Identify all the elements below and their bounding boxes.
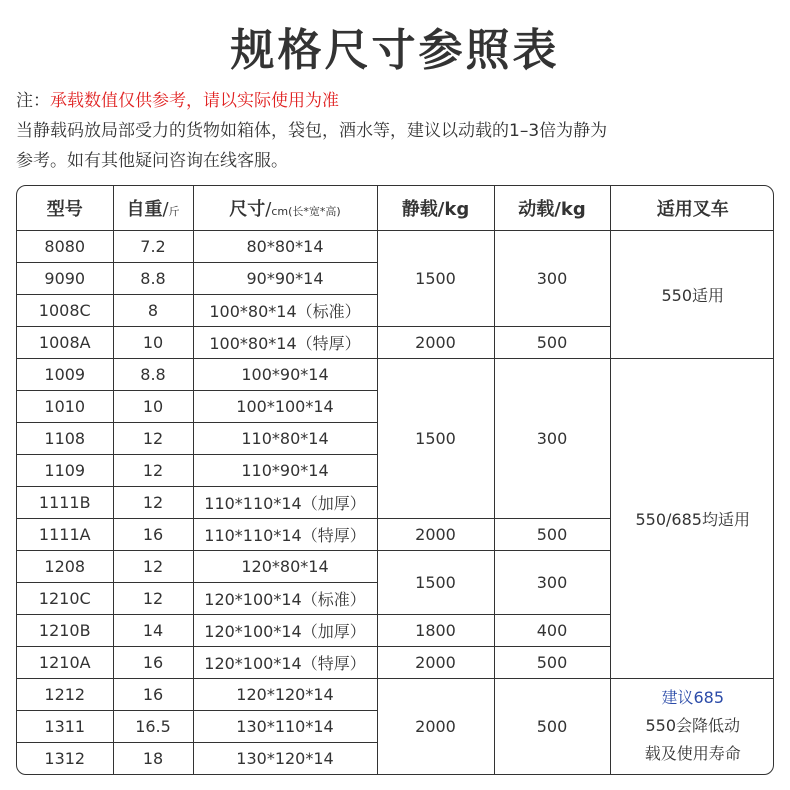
cell-model: 1008C	[17, 294, 113, 326]
cell-model: 1208	[17, 550, 113, 582]
cell-forklift: 550/685均适用	[610, 358, 774, 678]
page-title: 规格尺寸参照表	[230, 25, 560, 76]
cell-model: 1210C	[17, 582, 113, 614]
cell-weight: 12	[113, 422, 193, 454]
cell-size: 80*80*14	[193, 230, 377, 262]
cell-dynamic-load: 300	[494, 358, 610, 518]
cell-size: 120*100*14（特厚）	[193, 646, 377, 678]
cell-model: 1312	[17, 742, 113, 774]
spec-table-frame	[16, 185, 774, 775]
note-block	[16, 86, 776, 176]
cell-weight: 16	[113, 646, 193, 678]
table-row	[17, 358, 774, 390]
header-forklift: 适用叉车	[610, 186, 774, 230]
cell-size: 100*80*14（标准）	[193, 294, 377, 326]
table-header-row	[17, 186, 774, 230]
cell-weight: 12	[113, 550, 193, 582]
cell-size: 120*80*14	[193, 550, 377, 582]
cell-static-load: 2000	[377, 518, 494, 550]
cell-model: 1210A	[17, 646, 113, 678]
note-line-1	[16, 86, 776, 116]
cell-static-load: 2000	[377, 646, 494, 678]
cell-model: 8080	[17, 230, 113, 262]
cell-size: 110*110*14（特厚）	[193, 518, 377, 550]
cell-model: 1108	[17, 422, 113, 454]
advice-line-3: 载及使用寿命	[644, 744, 741, 764]
header-dynamic-load: 动载/kg	[494, 186, 610, 230]
cell-weight: 8	[113, 294, 193, 326]
cell-size: 100*100*14	[193, 390, 377, 422]
cell-static-load: 1500	[377, 358, 494, 518]
header-static-load: 静载/kg	[377, 186, 494, 230]
cell-model: 1009	[17, 358, 113, 390]
cell-size: 130*110*14	[193, 710, 377, 742]
cell-size: 90*90*14	[193, 262, 377, 294]
cell-size: 100*80*14（特厚）	[193, 326, 377, 358]
cell-weight: 10	[113, 326, 193, 358]
cell-weight: 7.2	[113, 230, 193, 262]
cell-size: 110*110*14（加厚）	[193, 486, 377, 518]
cell-dynamic-load: 300	[494, 550, 610, 614]
note-warning: 承载数值仅供参考，请以实际使用为准	[50, 91, 339, 111]
cell-static-load: 2000	[377, 326, 494, 358]
cell-weight: 16.5	[113, 710, 193, 742]
cell-model: 1210B	[17, 614, 113, 646]
header-model: 型号	[17, 186, 113, 230]
cell-model: 1111B	[17, 486, 113, 518]
cell-weight: 8.8	[113, 262, 193, 294]
cell-model: 9090	[17, 262, 113, 294]
cell-dynamic-load: 400	[494, 614, 610, 646]
cell-weight: 10	[113, 390, 193, 422]
table-row	[17, 678, 774, 710]
table-row	[17, 230, 774, 262]
cell-model: 1010	[17, 390, 113, 422]
cell-weight: 16	[113, 518, 193, 550]
cell-forklift-advice	[610, 678, 774, 774]
cell-size: 110*80*14	[193, 422, 377, 454]
advice-line-2: 550会降低动	[645, 716, 741, 736]
cell-weight: 12	[113, 454, 193, 486]
cell-forklift: 550适用	[610, 230, 774, 358]
cell-weight: 18	[113, 742, 193, 774]
cell-dynamic-load: 500	[494, 678, 610, 774]
cell-weight: 16	[113, 678, 193, 710]
cell-static-load: 1800	[377, 614, 494, 646]
note-prefix: 注：	[16, 91, 50, 111]
cell-dynamic-load: 500	[494, 646, 610, 678]
cell-model: 1008A	[17, 326, 113, 358]
spec-table	[17, 186, 774, 774]
cell-weight: 12	[113, 582, 193, 614]
cell-static-load: 1500	[377, 550, 494, 614]
cell-dynamic-load: 300	[494, 230, 610, 326]
cell-size: 110*90*14	[193, 454, 377, 486]
cell-static-load: 2000	[377, 678, 494, 774]
cell-model: 1311	[17, 710, 113, 742]
cell-model: 1111A	[17, 518, 113, 550]
cell-size: 120*100*14（标准）	[193, 582, 377, 614]
cell-dynamic-load: 500	[494, 326, 610, 358]
cell-static-load: 1500	[377, 230, 494, 326]
advice-recommend: 建议685	[661, 688, 725, 708]
header-size: 尺寸/cm(长*宽*高)	[193, 186, 377, 230]
cell-size: 130*120*14	[193, 742, 377, 774]
header-weight: 自重/斤	[113, 186, 193, 230]
cell-dynamic-load: 500	[494, 518, 610, 550]
cell-size: 100*90*14	[193, 358, 377, 390]
cell-size: 120*100*14（加厚）	[193, 614, 377, 646]
cell-size: 120*120*14	[193, 678, 377, 710]
cell-model: 1109	[17, 454, 113, 486]
cell-weight: 14	[113, 614, 193, 646]
cell-model: 1212	[17, 678, 113, 710]
note-line-2: 当静载码放局部受力的货物如箱体，袋包，酒水等，建议以动载的1–3倍为静为	[16, 121, 608, 141]
cell-weight: 8.8	[113, 358, 193, 390]
cell-weight: 12	[113, 486, 193, 518]
note-line-3: 参考。如有其他疑问咨询在线客服。	[16, 151, 288, 171]
